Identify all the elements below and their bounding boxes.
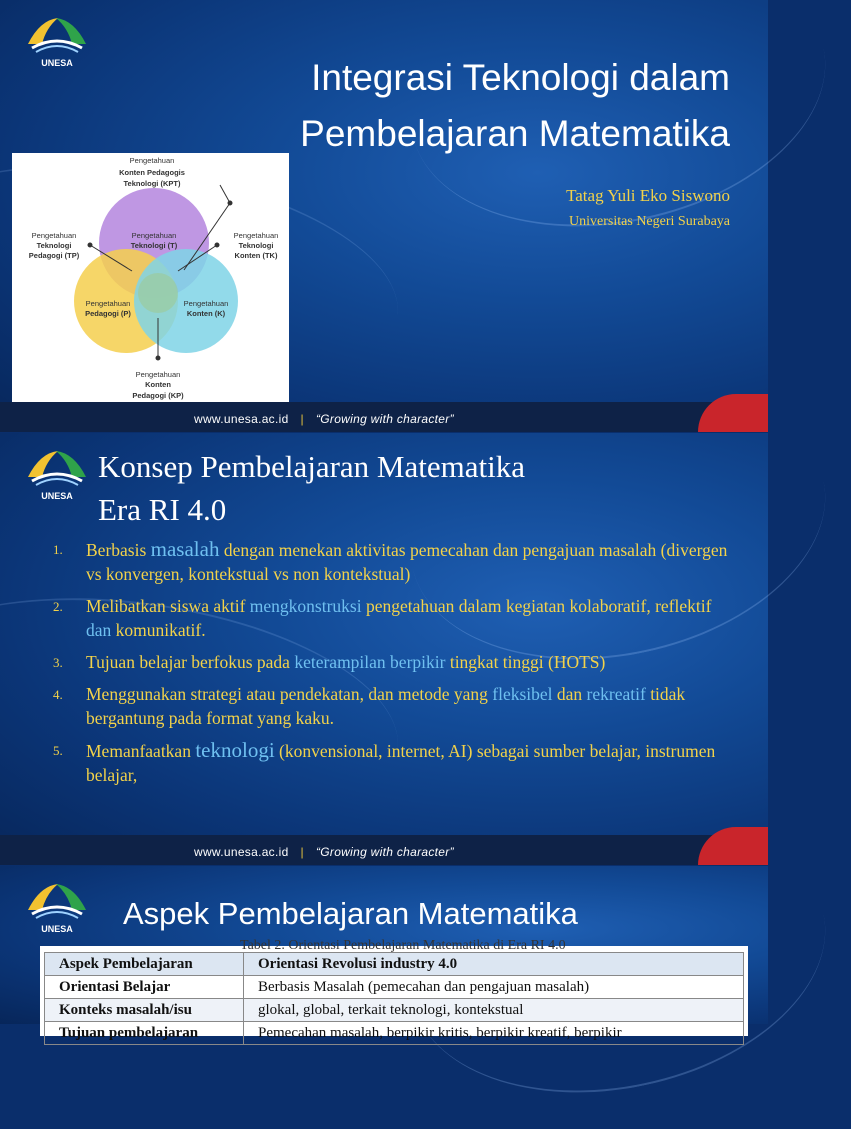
table-cell: Tujuan pembelajaran [45, 1022, 244, 1045]
list-item: 4. Menggunakan strategi atau pendekatan, dan metode yang fleksibel dan rekreatif tidak bergantung pada format yang kaku. [53, 684, 686, 728]
highlight-term: mengkonstruksi [249, 596, 362, 616]
list-number: 3. [53, 655, 63, 670]
label-kp-1: Pengetahuan [135, 370, 181, 379]
label-tk-3: Konten (TK) [234, 251, 278, 260]
list-number: 4. [53, 687, 63, 702]
list-item: 3. Tujuan belajar berfokus pada keterampilan berpikir tingkat tinggi (HOTS) [50, 650, 730, 674]
table-header-row [45, 953, 744, 976]
highlight-term: dan [86, 620, 112, 640]
highlight-term: fleksibel [492, 684, 553, 704]
footer-url[interactable]: www.unesa.ac.id [194, 845, 289, 859]
table-row [45, 999, 744, 1022]
label-kpt-1: Pengetahuan [129, 156, 175, 165]
table-cell: Orientasi Belajar [45, 976, 244, 999]
slide-2-title [98, 445, 525, 531]
unesa-logo-icon [22, 14, 92, 70]
highlight-term: keterampilan berpikir [294, 652, 446, 672]
label-tk-1: Pengetahuan [233, 231, 279, 240]
list-number: 2. [53, 599, 63, 614]
label-tp-2: Teknologi [36, 241, 72, 250]
label-p-2: Pedagogi (P) [85, 309, 131, 318]
label-kp-3: Pedagogi (KP) [132, 391, 184, 400]
list-number: 1. [53, 542, 63, 557]
slide-3-title: Aspek Pembelajaran Matematika [123, 896, 578, 931]
author-name: Tatag Yuli Eko Siswono [566, 186, 730, 205]
table-row [45, 976, 744, 999]
label-p-1: Pengetahuan [85, 299, 131, 308]
highlight-term: teknologi [195, 738, 275, 762]
table-header-cell: Aspek Pembelajaran [45, 953, 244, 976]
table-cell: Pemecahan masalah, berpikir kritis, berpikir kreatif, berpikir [244, 1022, 744, 1045]
slide-2 [0, 433, 768, 865]
slide-2-title-line-1: Konsep Pembelajaran Matematika [98, 449, 525, 484]
footer-url[interactable]: www.unesa.ac.id [194, 412, 289, 426]
list-item: 2. Melibatkan siswa aktif mengkonstruksi pengetahuan dalam kegiatan kolaboratif, reflektif dan komunikatif. [53, 596, 712, 640]
aspect-table [44, 952, 744, 1045]
table-cell: Berbasis Masalah (pemecahan dan pengajuan masalah) [244, 976, 744, 999]
list-number: 5. [53, 743, 63, 758]
institution-name: Universitas Negeri Surabaya [569, 214, 730, 229]
logo-text: UNESA [41, 924, 73, 934]
footer-text [194, 412, 454, 426]
aspect-table-container [40, 938, 748, 1041]
slide-1-title-line-1: Integrasi Teknologi dalam [311, 57, 730, 98]
slide-1 [0, 0, 768, 432]
label-tp-3: Pedagogi (TP) [28, 251, 80, 260]
highlight-term: masalah [150, 537, 220, 561]
list-item: 5. Memanfaatkan teknologi (konvensional, internet, AI) sebagai sumber belajar, instrumen belajar, [53, 738, 716, 785]
label-kp-2: Konten [145, 380, 171, 389]
table-header-cell: Orientasi Revolusi industry 4.0 [244, 953, 744, 976]
footer-text [194, 845, 454, 859]
slide-2-title-line-2: Era RI 4.0 [98, 492, 227, 527]
highlight-term: rekreatif [586, 684, 646, 704]
footer-tagline: “Growing with character” [315, 412, 454, 426]
table-row [45, 1022, 744, 1045]
label-tp-1: Pengetahuan [31, 231, 77, 240]
list-item: 1. Berbasis masalah dengan menekan aktivitas pemecahan dan pengajuan masalah (divergen vs konvergen, kontekstual vs non kontekstual) [53, 537, 728, 584]
label-t-1: Pengetahuan [131, 231, 177, 240]
label-kpt-2: Konten Pedagogis [119, 168, 185, 177]
table-caption: Tabel 2. Orientasi Pembelajaran Matematika di Era RI 4.0 [240, 938, 566, 953]
slide-1-title [230, 50, 730, 162]
unesa-logo-icon [22, 880, 92, 936]
label-tk-2: Teknologi [238, 241, 274, 250]
tpack-diagram [12, 153, 289, 404]
label-k-1: Pengetahuan [183, 299, 229, 308]
label-kpt-3: Teknologi (KPT) [123, 179, 181, 188]
table-cell: Konteks masalah/isu [45, 999, 244, 1022]
slide-3 [0, 866, 768, 1041]
slide-1-title-line-2: Pembelajaran Matematika [300, 113, 730, 154]
footer-separator: | [300, 412, 304, 426]
concept-list [50, 537, 730, 795]
footer-separator: | [300, 845, 304, 859]
table-cell: glokal, global, terkait teknologi, kontekstual [244, 999, 744, 1022]
label-k-2: Konten (K) [186, 309, 226, 318]
label-t-2: Teknologi (T) [130, 241, 178, 250]
logo-text: UNESA [41, 491, 73, 501]
unesa-logo-icon [22, 447, 92, 503]
logo-text: UNESA [41, 58, 73, 68]
footer-tagline: “Growing with character” [315, 845, 454, 859]
